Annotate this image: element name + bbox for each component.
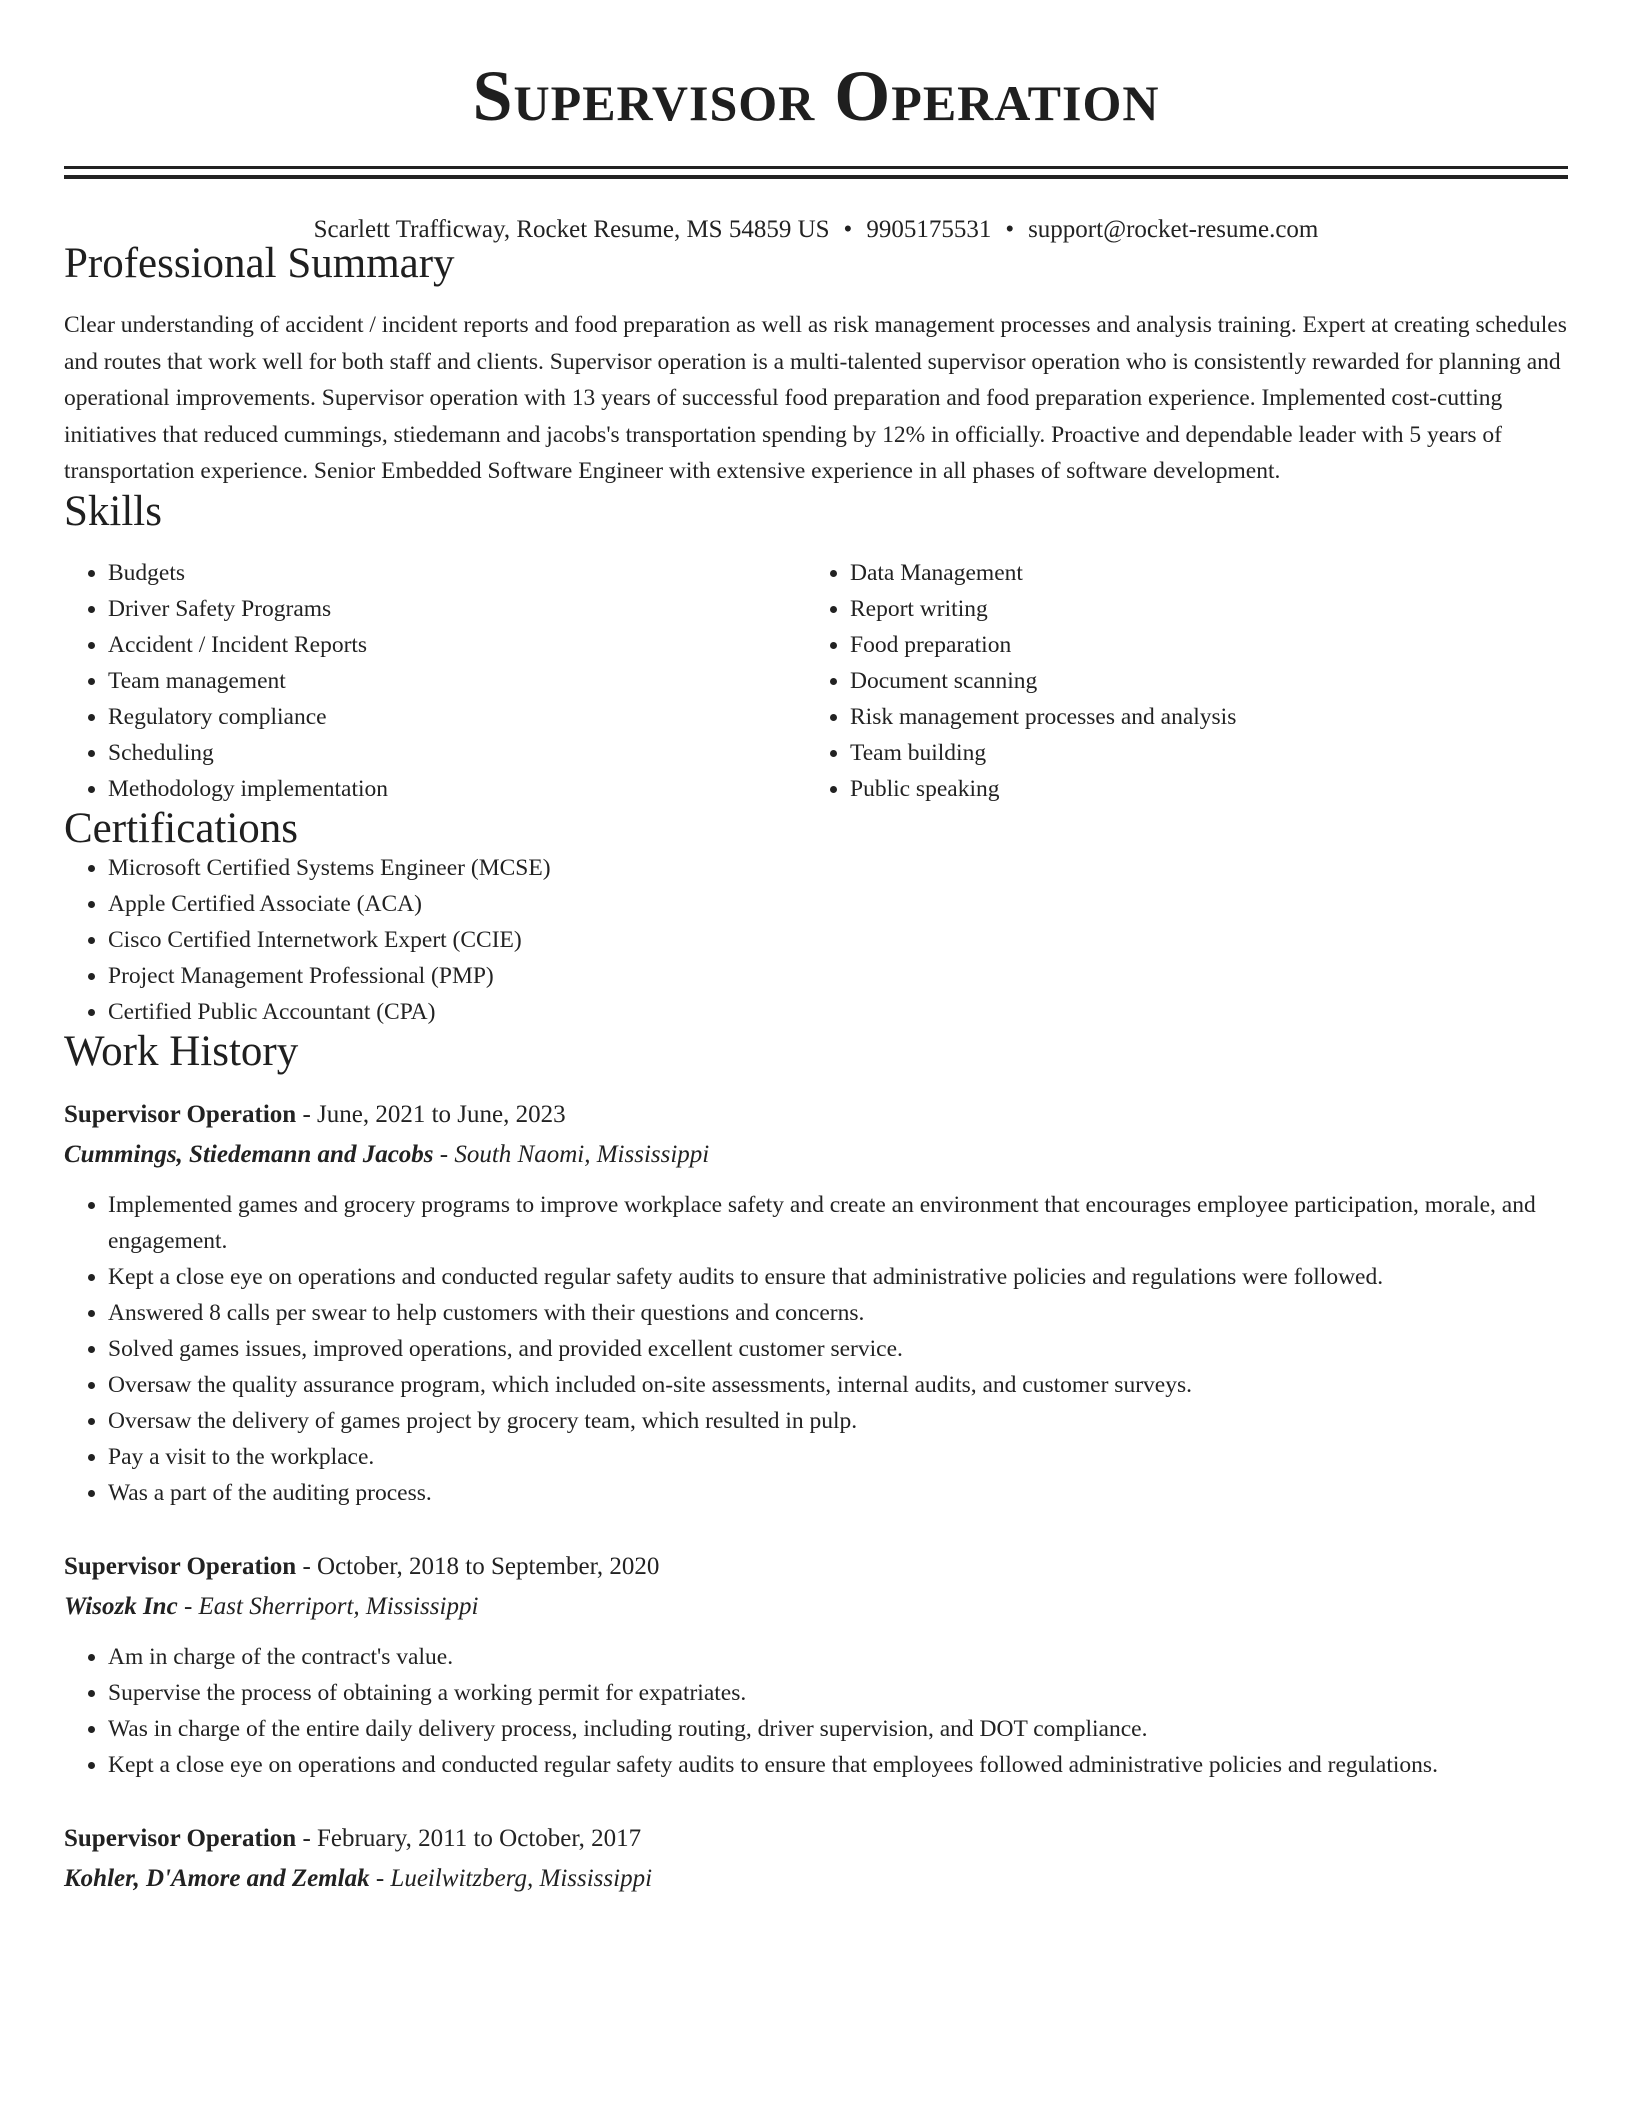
skill-item: • Data Management [850, 555, 1548, 591]
summary-heading: Professional Summary [64, 240, 455, 287]
job-bullets [64, 1639, 1568, 1783]
skill-item: • Accident / Incident Reports [108, 627, 806, 663]
job-title: Supervisor Operation [64, 1552, 297, 1580]
job-title: Supervisor Operation [64, 1824, 297, 1852]
job-company-line [64, 1859, 1568, 1899]
header-rule-top [64, 166, 1568, 169]
job-location: - East Sherriport, Mississippi [177, 1592, 479, 1620]
header-rule-bottom [64, 175, 1568, 179]
skill-item: • Document scanning [850, 663, 1548, 699]
skill-item: • Driver Safety Programs [108, 591, 806, 627]
skills-heading: Skills [64, 487, 162, 535]
skill-item: • Report writing [850, 591, 1548, 627]
job-entry [64, 1095, 1568, 1511]
job-bullet: • Am in charge of the contract's value. [108, 1639, 1568, 1675]
job-title-line [64, 1095, 1568, 1135]
job-bullet: • Oversaw the quality assurance program, which included on-site assessments, internal audits, and customer surveys. [108, 1367, 1568, 1403]
job-title-line [64, 1547, 1568, 1587]
job-company-line [64, 1135, 1568, 1175]
job-entry [64, 1819, 1568, 1899]
work-history-heading: Work History [64, 1027, 299, 1075]
skill-item: • Team management [108, 663, 806, 699]
job-bullet: • Solved games issues, improved operations, and provided excellent customer service. [108, 1331, 1568, 1367]
job-bullet: • Implemented games and grocery programs to improve workplace safety and create an environment that encourages employee participation, morale, and engagement. [108, 1187, 1568, 1259]
skills-list-left [64, 555, 806, 807]
skill-item: • Regulatory compliance [108, 699, 806, 735]
contact-separator: • [1005, 216, 1015, 243]
certification-item: • Cisco Certified Internetwork Expert (CCIE) [108, 922, 1568, 958]
job-bullet: • Kept a close eye on operations and conducted regular safety audits to ensure that employees followed administrative policies and regulations. [108, 1747, 1568, 1783]
job-bullet: • Oversaw the delivery of games project by grocery team, which resulted in pulp. [108, 1403, 1568, 1439]
skill-item: • Public speaking [850, 771, 1548, 807]
certification-item: • Microsoft Certified Systems Engineer (MCSE) [108, 850, 1568, 886]
skill-item: • Risk management processes and analysis [850, 699, 1548, 735]
job-dates: - February, 2011 to October, 2017 [296, 1824, 642, 1852]
job-dates: - June, 2021 to June, 2023 [296, 1100, 566, 1128]
job-title-line [64, 1819, 1568, 1859]
contact-address: Scarlett Trafficway, Rocket Resume, MS 54859 US [313, 216, 830, 243]
skill-item: • Team building [850, 735, 1548, 771]
job-bullet: • Answered 8 calls per swear to help customers with their questions and concerns. [108, 1295, 1568, 1331]
summary-text: Clear understanding of accident / incident reports and food preparation as well as risk management processes and analysis training. Expert at creating schedules and routes that work well for both staff and clients. Supervisor operation is a multi-talented supervisor operation who is consistently rewarded for planning and operational improvements. Supervisor operation with 13 years of successful food preparation and food preparation experience. Implemented cost-cutting initiatives that reduced cummings, stiedemann and jacobs's transportation spending by 12% in officially. Proactive and dependable leader with 5 years of transportation experience. Senior Embedded Software Engineer with extensive experience in all phases of software development. [64, 312, 1567, 484]
job-dates: - October, 2018 to September, 2020 [296, 1552, 660, 1580]
contact-phone[interactable]: 9905175531 [866, 216, 992, 243]
skills-columns [64, 555, 1568, 807]
job-company: Cummings, Stiedemann and Jacobs [64, 1140, 434, 1168]
contact-line [64, 217, 1568, 242]
job-company-line [64, 1587, 1568, 1627]
certification-item: • Certified Public Accountant (CPA) [108, 994, 1568, 1030]
job-bullet: • Kept a close eye on operations and conducted regular safety audits to ensure that administrative policies and regulations were followed. [108, 1259, 1568, 1295]
job-title: Supervisor Operation [64, 1100, 297, 1128]
job-bullet: • Supervise the process of obtaining a working permit for expatriates. [108, 1675, 1568, 1711]
certifications-heading: Certifications [64, 804, 299, 852]
job-bullet: • Was in charge of the entire daily delivery process, including routing, driver supervision, and DOT compliance. [108, 1711, 1568, 1747]
contact-email[interactable]: support@rocket-resume.com [1028, 216, 1319, 243]
job-company: Kohler, D'Amore and Zemlak [64, 1864, 370, 1892]
job-location: - Lueilwitzberg, Mississippi [369, 1864, 653, 1892]
job-bullets [64, 1187, 1568, 1511]
job-entry [64, 1547, 1568, 1783]
skills-list-right [806, 555, 1548, 807]
skill-item: • Budgets [108, 555, 806, 591]
job-location: - South Naomi, Mississippi [433, 1140, 710, 1168]
job-company: Wisozk Inc [64, 1592, 178, 1620]
certifications-list [64, 850, 1568, 1030]
certification-item: • Apple Certified Associate (ACA) [108, 886, 1568, 922]
job-bullet: • Was a part of the auditing process. [108, 1475, 1568, 1511]
skill-item: • Food preparation [850, 627, 1548, 663]
certification-item: • Project Management Professional (PMP) [108, 958, 1568, 994]
skill-item: • Methodology implementation [108, 771, 806, 807]
candidate-name: Supervisor Operation [472, 56, 1160, 136]
job-bullet: • Pay a visit to the workplace. [108, 1439, 1568, 1475]
skill-item: • Scheduling [108, 735, 806, 771]
contact-separator: • [843, 216, 853, 243]
